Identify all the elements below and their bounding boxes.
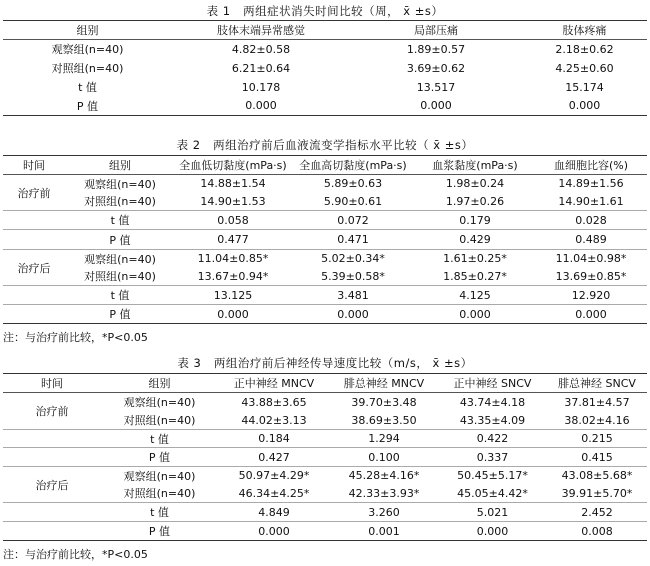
table-cell: 43.74±4.18 [459,395,526,409]
table-row [3,393,647,412]
table-cell: 13.69±0.85* [535,268,647,286]
table-cell: 0.422 [438,430,547,448]
table-cell: 4.849 [218,503,330,522]
table-2-note: 注：与治疗前比较，*P<0.05 [3,331,148,344]
table-cell: 1.294 [330,430,438,448]
table-cell: 0.477 [175,230,291,250]
table-cell: 45.05±4.42* [438,485,547,503]
table-row [3,230,647,250]
header-cell: 组别 [65,156,175,175]
table-cell: 14.88±1.54 [200,177,266,191]
table-cell: 0.000 [476,524,509,538]
row-label: P 值 [148,525,171,538]
table-row [3,250,647,268]
table-cell: 39.91±5.70* [547,485,647,503]
table-cell: 42.33±3.93* [330,485,438,503]
row-label: P 值 [76,99,99,113]
header-cell: 组别 [3,21,172,40]
table-1-grid [3,20,647,116]
table-cell: 5.02±0.34* [321,252,385,266]
table-cell: 13.517 [416,80,456,94]
table-cell: 0.100 [330,448,438,467]
table-cell: 44.02±3.13 [218,412,330,430]
table-cell: 4.25±0.60 [555,61,614,75]
header-cell: 血细胞比容(%) [535,156,647,175]
table-cell: 0.427 [218,448,330,467]
header-cell: 全血高切黏度(mPa·s) [291,156,415,175]
table-row [3,467,647,485]
header-cell: 时间 [3,156,65,175]
table-cell: 0.215 [547,430,647,448]
header-cell: 腓总神经 SNCV [547,374,647,393]
table-3-note: 注：与治疗前比较，*P<0.05 [3,548,148,561]
table-row [3,305,647,324]
table-cell: 0.471 [291,230,415,250]
table-cell: 37.81±4.57 [564,395,630,409]
table-cell: 0.415 [547,448,647,467]
row-label: t 值 [65,211,175,230]
table-cell: 14.89±1.56 [558,177,624,191]
table-row [3,430,647,448]
table-cell: 11.04±0.85* [197,252,269,266]
table-cell: 0.000 [459,307,491,321]
table-cell: 1.85±0.27* [415,268,535,286]
table-cell: 12.920 [535,286,647,305]
row-label: 对照组(n=40) [51,62,124,75]
table-cell: 4.125 [415,286,535,305]
table-cell: 5.89±0.63 [323,177,383,191]
row-label: 观察组(n=40) [84,177,156,191]
table-1-caption: 表 1 两组症状消失时间比较（周， x̄ ±s） [206,4,444,18]
row-label: t 值 [101,430,218,448]
row-label: P 值 [109,308,131,321]
table-row [3,193,647,211]
table-cell: 0.000 [337,307,369,321]
table-2 [3,136,647,324]
table-cell: 43.35±4.09 [438,412,547,430]
table-row [3,97,647,116]
table-3-caption: 表 3 两组治疗前后神经传导速度比较（m/s， x̄ ±s） [177,356,473,370]
table-1 [3,3,647,116]
header-cell: 腓总神经 MNCV [330,374,438,393]
table-cell: 50.97±4.29* [238,469,310,483]
table-row [3,156,647,175]
table-cell: 11.04±0.98* [555,252,627,266]
table-cell: 0.429 [415,230,535,250]
table-cell: 3.481 [291,286,415,305]
table-2-grid [3,155,647,324]
row-label: P 值 [101,448,218,467]
table-cell: 1.98±0.24 [445,177,505,191]
table-cell: 3.69±0.62 [406,61,466,75]
table-cell: 5.39±0.58* [291,268,415,286]
table-cell: 0.000 [217,307,249,321]
table-cell: 0.072 [291,211,415,230]
table-cell: 38.69±3.50 [330,412,438,430]
table-2-caption: 表 2 两组治疗前后血液流变学指标水平比较（ x̄ ±s） [176,138,474,152]
header-cell: 正中神经 SNCV [438,374,547,393]
header-cell: 肢体末端异常感觉 [172,21,350,40]
table-cell: 13.67±0.94* [175,268,291,286]
table-cell: 0.489 [535,230,647,250]
table-cell: 39.70±3.48 [351,395,417,409]
table-cell: 0.000 [568,99,601,113]
time-label: 治疗前 [3,393,101,430]
table-row [3,78,647,97]
table-cell: 0.000 [245,99,277,113]
row-label: 观察组(n=40) [123,396,196,410]
table-cell: 14.90±1.53 [175,193,291,211]
table-row [3,448,647,467]
table-cell: 5.90±0.61 [291,193,415,211]
row-label: 对照组(n=40) [65,268,175,286]
table-cell: 0.058 [175,211,291,230]
table-cell: 15.174 [565,80,604,94]
table-row [3,503,647,522]
header-cell: 血浆黏度(mPa·s) [415,156,535,175]
table-cell: 2.452 [547,503,647,522]
table-cell: 46.34±4.25* [218,485,330,503]
table-cell: 43.08±5.68* [561,469,633,483]
table-cell: 1.89±0.57 [406,42,466,56]
table-cell: 2.18±0.62 [555,42,614,56]
table-row [3,211,647,230]
table-cell: 5.021 [438,503,547,522]
header-cell: 全血低切黏度(mPa·s) [175,156,291,175]
row-label: 观察组(n=40) [51,43,124,57]
time-label: 治疗后 [3,250,65,286]
header-cell: 局部压痛 [350,21,522,40]
table-row [3,522,647,541]
row-label: 对照组(n=40) [65,193,175,211]
table-cell: 0.001 [368,524,400,538]
table-cell: 10.178 [241,80,281,94]
table-row [3,268,647,286]
table-row [3,286,647,305]
row-label: t 值 [78,81,97,94]
table-cell: 45.28±4.16* [348,469,420,483]
table-cell: 6.21±0.64 [231,61,291,75]
table-row [3,59,647,78]
table-cell: 0.000 [420,99,452,113]
header-cell: 时间 [3,374,101,393]
table-cell: 0.000 [258,524,290,538]
row-label: 观察组(n=40) [84,252,156,266]
table-cell: 13.125 [175,286,291,305]
row-label: t 值 [65,286,175,305]
row-label: P 值 [65,230,175,250]
table-cell: 43.88±3.65 [241,395,307,409]
table-row [3,175,647,193]
row-label: 对照组(n=40) [101,485,218,503]
table-cell: 1.61±0.25* [443,252,507,266]
table-cell: 0.184 [218,430,330,448]
header-cell: 正中神经 MNCV [218,374,330,393]
time-label: 治疗前 [3,175,65,211]
table-3 [3,354,647,541]
row-label: 对照组(n=40) [101,412,218,430]
table-cell: 50.45±5.17* [457,469,528,483]
table-cell: 1.97±0.26 [415,193,535,211]
table-cell: 14.90±1.61 [535,193,647,211]
header-cell: 组别 [101,374,218,393]
row-label: t 值 [101,503,218,522]
table-3-grid [3,373,647,541]
table-cell: 0.179 [415,211,535,230]
table-row [3,40,647,59]
table-row [3,21,647,40]
table-cell: 0.000 [575,307,607,321]
row-label: 观察组(n=40) [123,469,196,483]
table-cell: 0.028 [535,211,647,230]
table-cell: 4.82±0.58 [231,42,291,56]
table-row [3,374,647,393]
header-cell: 肢体疼痛 [522,21,647,40]
table-cell: 3.260 [330,503,438,522]
time-label: 治疗后 [3,467,101,503]
table-cell: 0.008 [581,524,613,538]
table-cell: 38.02±4.16 [547,412,647,430]
table-cell: 0.337 [438,448,547,467]
